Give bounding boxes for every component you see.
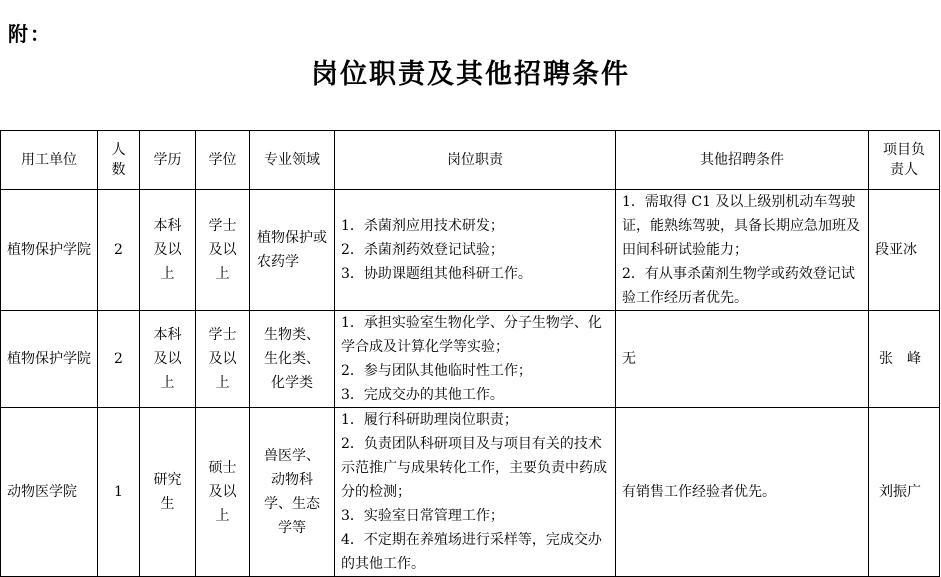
duty-line: 3．实验室日常管理工作； (341, 508, 504, 524)
cell-lead: 段亚冰 (869, 190, 940, 311)
cell-unit: 植物保护学院 (1, 190, 98, 311)
duty-line: 1．履行科研助理岗位职责； (341, 412, 518, 428)
condition-line: 2．有从事杀菌剂生物学或药效登记试验工作经历者优先。 (622, 266, 855, 306)
header-degree: 学位 (196, 131, 250, 190)
duty-line: 2．杀菌剂药效登记试验； (341, 242, 504, 258)
header-count: 人数 (98, 131, 140, 190)
cell-count: 2 (98, 190, 140, 311)
duty-line: 4．不定期在养殖场进行采样等，完成交办的其他工作。 (341, 532, 602, 572)
cell-degree: 硕士及以上 (196, 408, 250, 577)
duty-line: 3．完成交办的其他工作。 (341, 387, 504, 403)
attachment-label: 附： (8, 22, 52, 46)
table-header-row (1, 131, 940, 190)
table-row (1, 190, 940, 311)
cell-unit: 植物保护学院 (1, 311, 98, 408)
table-row (1, 408, 940, 577)
header-lead: 项目负责人 (869, 131, 940, 190)
header-unit: 用工单位 (1, 131, 98, 190)
condition-line: 1．需取得 C1 及以上级别机动车驾驶证，能熟练驾驶，具备长期应急加班及田间科研试验能力； (622, 194, 860, 258)
cell-duties (335, 190, 616, 311)
cell-count: 1 (98, 408, 140, 577)
duty-line: 3．协助课题组其他科研工作。 (341, 266, 532, 282)
cell-lead: 张 峰 (869, 311, 940, 408)
cell-education: 本科及以上 (140, 190, 196, 311)
cell-education: 研究生 (140, 408, 196, 577)
page-title: 岗位职责及其他招聘条件 (311, 59, 630, 90)
recruitment-table (0, 130, 940, 577)
cell-duties (335, 408, 616, 577)
cell-degree: 学士及以上 (196, 311, 250, 408)
cell-other (616, 190, 869, 311)
table-row (1, 311, 940, 408)
duty-line: 2．负责团队科研项目及与项目有关的技术示范推广与成果转化工作，主要负责中药成分的检测； (341, 436, 607, 500)
header-education: 学历 (140, 131, 196, 190)
cell-other (616, 408, 869, 577)
header-other: 其他招聘条件 (616, 131, 869, 190)
cell-field: 兽医学、动物科学、生态学等 (250, 408, 335, 577)
cell-count: 2 (98, 311, 140, 408)
cell-field: 生物类、生化类、化学类 (250, 311, 335, 408)
cell-lead: 刘振广 (869, 408, 940, 577)
cell-field: 植物保护或农药学 (250, 190, 335, 311)
cell-degree: 学士及以上 (196, 190, 250, 311)
header-duties: 岗位职责 (335, 131, 616, 190)
cell-other (616, 311, 869, 408)
cell-education: 本科及以上 (140, 311, 196, 408)
condition-line: 有销售工作经验者优先。 (622, 484, 776, 500)
header-field: 专业领域 (250, 131, 335, 190)
duty-line: 2．参与团队其他临时性工作； (341, 363, 532, 379)
condition-line: 无 (622, 351, 636, 367)
cell-unit: 动物医学院 (1, 408, 98, 577)
duty-line: 1．杀菌剂应用技术研发； (341, 218, 504, 234)
cell-duties (335, 311, 616, 408)
duty-line: 1．承担实验室生物化学、分子生物学、化学合成及计算化学等实验； (341, 315, 602, 355)
